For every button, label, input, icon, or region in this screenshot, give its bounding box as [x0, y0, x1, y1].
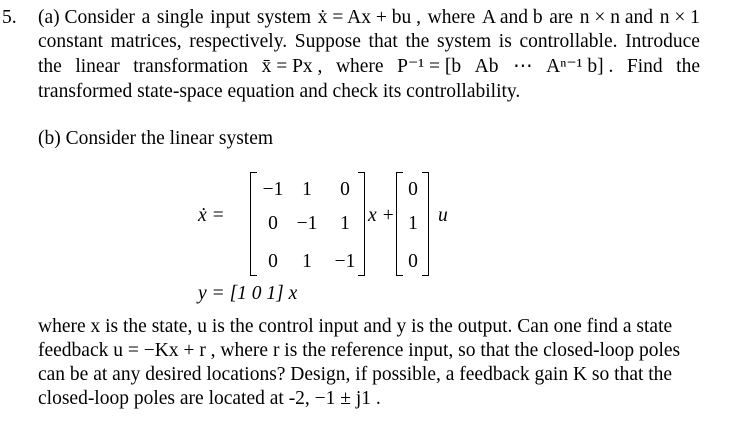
part-a-word: n × 1	[659, 7, 700, 28]
matrix-A-entry: 0	[268, 251, 278, 272]
part-a-word: matrices,	[110, 31, 182, 52]
xdot-label: ẋ =	[198, 205, 225, 226]
part-b-heading: (b) Consider the linear system	[38, 128, 274, 149]
part-a-word: the	[38, 56, 62, 77]
part-a-word: system	[256, 7, 312, 28]
matrix-A-entry: 1	[302, 251, 312, 272]
part-a-word: P⁻¹ = [b Ab ⋯ Aⁿ⁻¹ b] .	[397, 56, 614, 77]
matrix-A-entry: −1	[334, 251, 356, 272]
part-a-word: a	[141, 7, 151, 28]
part-a-word: x̄ = Px ,	[261, 56, 323, 77]
part-a-line-1	[38, 6, 700, 30]
problem-number: 5.	[2, 7, 17, 28]
part-a-word: the	[676, 56, 700, 77]
x-plus: x +	[368, 205, 395, 226]
matrix-A-entry: 0	[268, 213, 278, 234]
part-a-word: linear	[75, 56, 120, 77]
part-a-word: ẋ = Ax + bu ,	[317, 7, 421, 28]
part-b-line-1: where x is the state, u is the control input and y is the output. Can one find a state	[38, 316, 673, 337]
matrix-A-entry: 0	[340, 179, 350, 200]
part-a-word: Suppose	[294, 31, 361, 52]
part-a-word: n × n and	[579, 7, 654, 28]
part-a-word: are	[549, 7, 574, 28]
part-a-word: single	[156, 7, 204, 28]
part-a-word: transformation	[133, 56, 249, 77]
part-a-line-3	[38, 55, 700, 79]
part-a-word: Introduce	[625, 31, 700, 52]
matrix-A-left-bracket	[250, 172, 257, 276]
part-a-line-4	[38, 80, 520, 104]
matrix-A-entry: 1	[302, 179, 312, 200]
vector-b-entry: 1	[408, 213, 418, 234]
vector-b-entry: 0	[408, 251, 418, 272]
part-a-word: input	[210, 7, 251, 28]
matrix-A-entry: 1	[340, 213, 350, 234]
part-a-word: controllable.	[519, 31, 618, 52]
part-a-word: that	[368, 31, 398, 52]
matrix-A-entry: −1	[262, 179, 284, 200]
part-a-word: is	[498, 31, 512, 52]
input-u: u	[438, 205, 448, 226]
part-a-word: system	[436, 31, 492, 52]
part-a-word: A and b	[481, 7, 543, 28]
part-a-word: constant	[38, 31, 103, 52]
part-a-line-2	[38, 30, 700, 54]
part-b-line-2: feedback u = −Kx + r , where r is the reference input, so that the closed-loop poles	[38, 340, 681, 361]
part-b-line-3: can be at any desired locations? Design, if possible, a feedback gain K so that the	[38, 364, 673, 385]
part-a-word: Find	[626, 56, 663, 77]
part-a-word: where	[427, 7, 476, 28]
part-a-word: transformed state-space equation and check its controllability.	[38, 81, 521, 102]
part-a-word: the	[405, 31, 430, 52]
part-a-word: where	[335, 56, 384, 77]
output-equation: y = [1 0 1] x	[198, 283, 298, 304]
part-a-word: respectively.	[189, 31, 288, 52]
vector-b-entry: 0	[408, 179, 418, 200]
part-a-word: (a) Consider	[38, 7, 135, 28]
part-b-line-4: closed-loop poles are located at -2, −1 ± j1 .	[38, 388, 381, 409]
matrix-A-entry: −1	[296, 213, 318, 234]
